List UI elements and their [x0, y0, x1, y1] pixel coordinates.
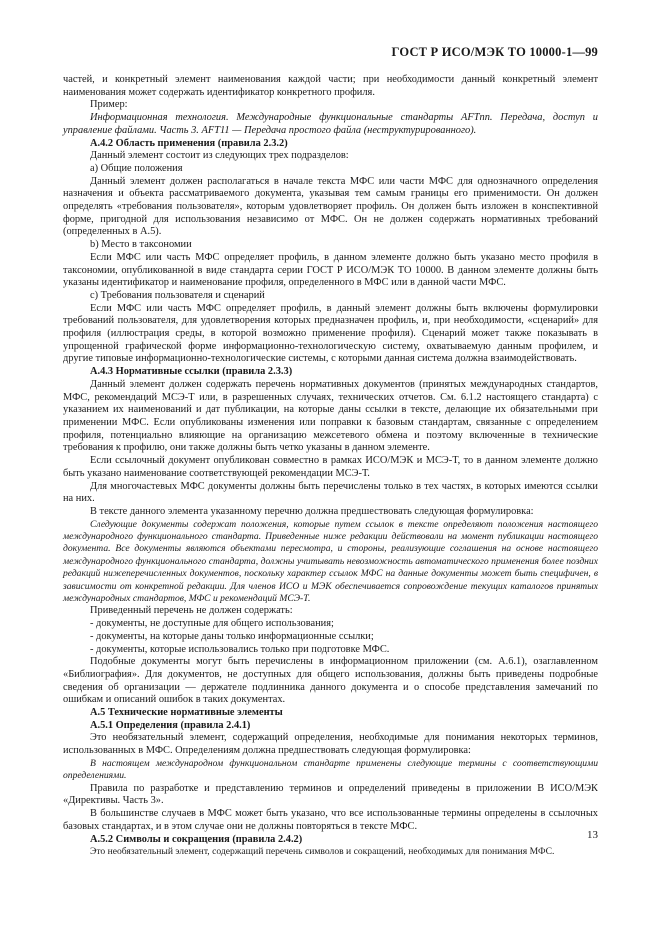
- body-paragraph: - документы, на которые даны только информационные ссылки;: [90, 630, 374, 642]
- body-paragraph: частей, и конкретный элемент наименования каждой части; при необходимости данный конкретный элемент наименования может содержать идентификатор конкретного профиля.: [63, 74, 598, 98]
- body-paragraph: Данный элемент должен содержать перечень нормативных документов (принятых международных стандартов, МФС, рекомендаций МСЭ-Т или, в разрешенных случаях, технических отчетов. См. 6.1.2 настоящего стандарта) с указанием их наименований и дат публикации, на которые даны ссылки в тексте, делающие их обязательными при применении МФС. Если опубликованы изменения или поправки к базовым стандартам, связанные с определением профиля, потенциально влияющие на организацию межсетевого обмена и поэтому включенные в технические требования к профилю, они также должны быть четко указаны в данном элементе.: [63, 378, 598, 454]
- page-header: ГОСТ Р ИСО/МЭК ТО 10000-1—99: [391, 45, 598, 59]
- body-paragraph: b) Место в таксономии: [90, 239, 192, 251]
- body-paragraph: Информационная технология. Международные функциональные стандарты AFTnn. Передача, доступ и управление файлами. Часть 3. AFT11 — Передача простого файла (неструктурированного).: [63, 112, 598, 136]
- body-paragraph: В настоящем международном функциональном стандарте применены следующие термины с соответствующими определениями.: [63, 757, 598, 782]
- body-paragraph: а) Общие положения: [90, 162, 183, 174]
- body-paragraph: Для многочастевых МФС документы должны быть перечислены только в тех частях, в которых имеются ссылки на них.: [63, 480, 598, 505]
- section-heading: А.5.2 Символы и сокращения (правила 2.4.2): [90, 833, 303, 845]
- page-number: 13: [587, 829, 598, 841]
- body-paragraph: Это необязательный элемент, содержащий определения, необходимые для понимания некоторых терминов, использованных в МФС. Определениям должна предшествовать следующая формулировка:: [63, 732, 598, 757]
- body-paragraph: - документы, которые использовались только при подготовке МФС.: [90, 643, 390, 655]
- body-paragraph: Данный элемент состоит из следующих трех подразделов:: [90, 150, 349, 162]
- body-paragraph: Данный элемент должен располагаться в начале текста МФС или части МФС для однозначного определения назначения и объекта рассматриваемого документа, указывая тем самым границы его применимости. Он должен определять «требования пользователя», которым удовлетворяет профиль. Он должен быть изложен в конспективной форме, пригодной для использования независимо от МФС. Он не должен содержать нормативных требований (определенных в А.5).: [63, 175, 598, 238]
- page-body: [63, 74, 598, 859]
- body-paragraph: Подобные документы могут быть перечислены в информационном приложении (см. А.6.1), озаглавленном «Библиография». Для документов, не доступных для общего использования, должны быть приведены подробные сведения об организации — держателе подлинника данного документа и о способе представления замечаний по ошибкам и описаний ошибок в таких документах.: [63, 656, 598, 706]
- section-heading: А.4.2 Область применения (правила 2.3.2): [90, 137, 288, 149]
- body-paragraph: Это необязательный элемент, содержащий перечень символов и сокращений, необходимых для понимания МФС.: [90, 846, 555, 858]
- body-paragraph: В тексте данного элемента указанному перечню должна предшествовать следующая формулировка:: [90, 505, 534, 517]
- body-paragraph: Приведенный перечень не должен содержать:: [90, 605, 293, 617]
- body-paragraph: Пример:: [90, 99, 128, 111]
- body-paragraph: В большинстве случаев в МФС может быть указано, что все использованные термины определены в ссылочных базовых стандартах, и в этом случае они не должны повторяться в тексте МФС.: [63, 808, 598, 832]
- section-heading: А.5 Технические нормативные элементы: [90, 707, 283, 719]
- body-paragraph: - документы, не доступные для общего использования;: [90, 618, 334, 630]
- section-heading: А.4.3 Нормативные ссылки (правила 2.3.3): [90, 366, 293, 378]
- body-paragraph: Правила по разработке и представлению терминов и определений приведены в приложении В ИСО/МЭК «Директивы. Часть 3».: [63, 782, 598, 807]
- body-paragraph: Если МФС или часть МФС определяет профиль, в данном элементе должно быть указано место профиля в таксономии, опубликованной в виде стандарта серии ГОСТ Р ИСО/МЭК ТО 10000. В данном элементе должны быть указаны идентификатор и наименование профиля, определенного в МФС или в данной части МФС.: [63, 251, 598, 289]
- section-heading: А.5.1 Определения (правила 2.4.1): [90, 719, 251, 731]
- body-paragraph: Если ссылочный документ опубликован совместно в рамках ИСО/МЭК и МСЭ-Т, то в данном элементе должно быть указано наименование соответствующей рекомендации МСЭ-Т.: [63, 455, 598, 479]
- body-paragraph: Если МФС или часть МФС определяет профиль, в данный элемент должны быть включены формулировки требований пользователя, для удовлетворения которых предназначен профиль, и, при необходимости, «сценарий» для профиля (иллюстрация среды, в которой возможно применение профиля). Сценарий может также показывать в упрощенной графической форме информационно-технологическую систему, охватываемую данным профилем, и другие типовые информационно-технологические системы, с которыми данная система должна взаимодействовать.: [63, 302, 598, 365]
- body-paragraph: с) Требования пользователя и сценарий: [90, 289, 265, 301]
- body-paragraph: Следующие документы содержат положения, которые путем ссылок в тексте определяют положения настоящего международного функционального стандарта. Приведенные ниже редакции действовали на момент публикации настоящего документа. Все документы являются объектами пересмотра, и стороны, реализующие соглашения на основе настоящего международного функционального стандарта, должны учитывать невозможность автоматического применения более поздних редакций нижеперечисленных документов, поскольку характер ссылок МФС на данные документы может быть специфичен, в зависимости от конкретной редакции. Для членов ИСО и МЭК обеспечивается сопровождение текущих каталогов принятых международных стандартов, МФС и рекомендаций МСЭ-Т.: [63, 518, 598, 605]
